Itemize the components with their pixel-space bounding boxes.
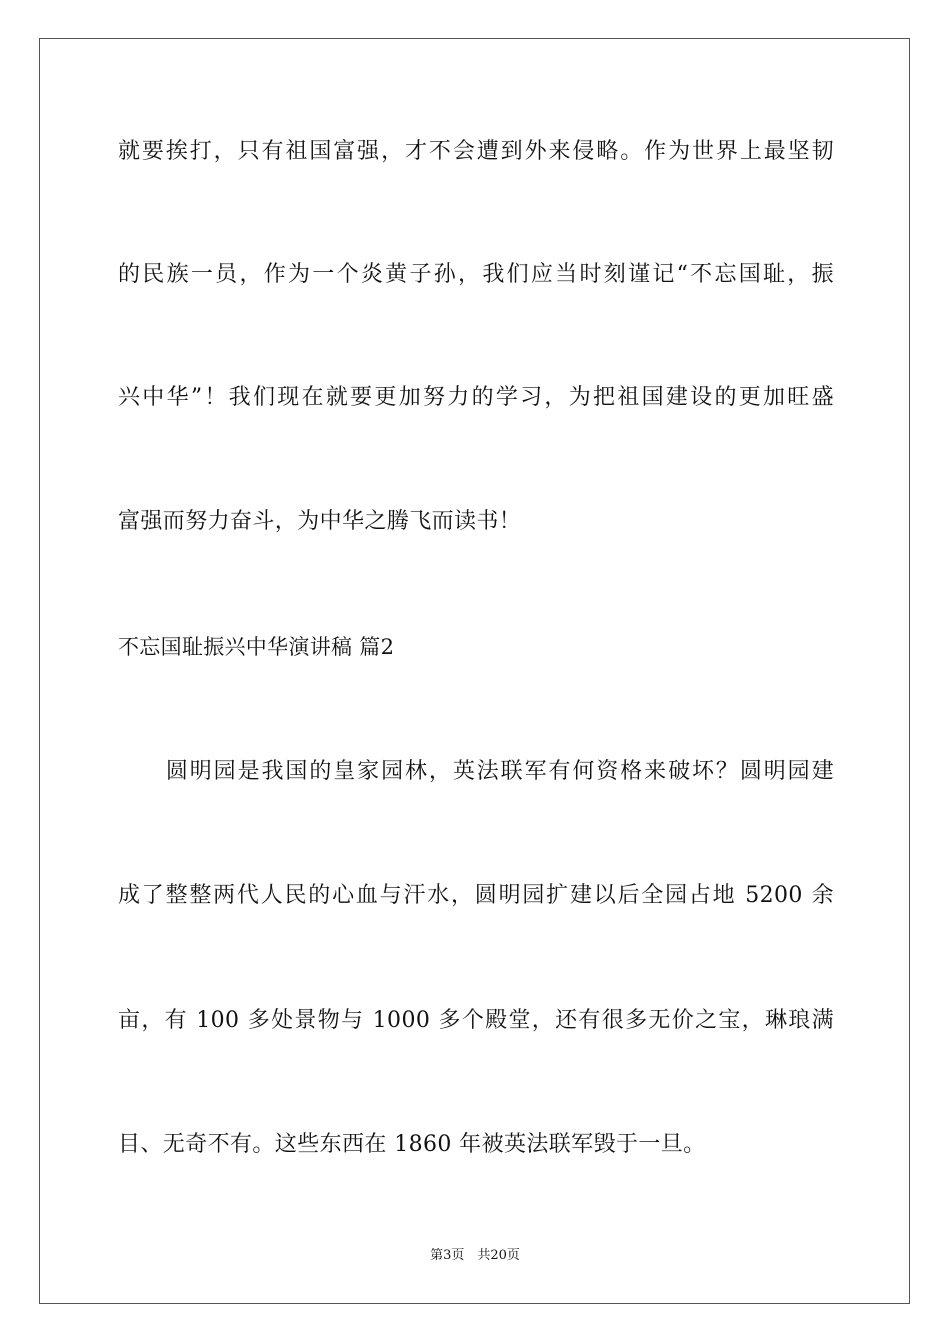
paragraph2-line-1: 圆明园是我国的皇家园林，英法联军有何资格来破坏？圆明园建	[118, 759, 834, 784]
paragraph2-line-4: 目、无奇不有。这些东西在 1860 年被英法联军毁于一旦。	[118, 1132, 706, 1157]
paragraph2-line-3: 亩，有 100 多处景物与 1000 多个殿堂，还有很多无价之宝，琳琅满	[118, 1008, 834, 1033]
page-number-footer: 第3页 共20页	[430, 1248, 520, 1263]
page-frame	[39, 38, 910, 1304]
paragraph2-line-2: 成了整整两代人民的心血与汗水，圆明园扩建以后全园占地 5200 余	[118, 883, 834, 908]
paragraph-line-3: 兴中华”！我们现在就要更加努力的学习，为把祖国建设的更加旺盛	[118, 385, 834, 410]
paragraph-line-4: 富强而努力奋斗，为中华之腾飞而读书！	[118, 509, 522, 534]
section-heading: 不忘国耻振兴中华演讲稿 篇2	[118, 635, 395, 659]
paragraph-line-2: 的民族一员，作为一个炎黄子孙，我们应当时刻谨记“不忘国耻，振	[118, 262, 834, 287]
paragraph-line-1: 就要挨打，只有祖国富强，才不会遭到外来侵略。作为世界上最坚韧	[118, 139, 834, 164]
